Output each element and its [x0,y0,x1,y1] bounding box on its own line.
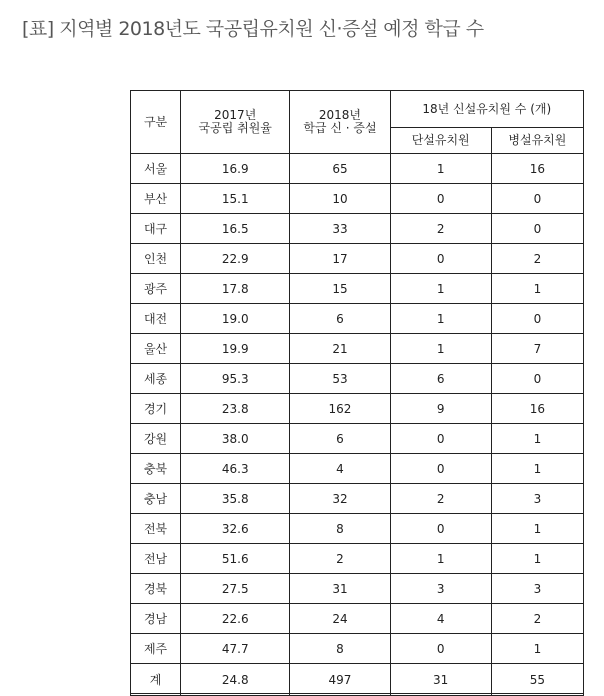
cell-region: 대전 [131,304,181,334]
cell-class-expansion: 15 [290,274,390,304]
cell-region: 경기 [131,394,181,424]
table-row [131,574,584,604]
cell-region: 경북 [131,574,181,604]
cell-attached: 0 [491,304,583,334]
table-row [131,274,584,304]
cell-enrollment-rate: 15.1 [181,184,290,214]
cell-region: 대구 [131,214,181,244]
cell-attached: 1 [491,454,583,484]
cell-attached: 0 [491,364,583,394]
cell-region: 인천 [131,244,181,274]
cell-class-expansion: 24 [290,604,390,634]
header-new-kindergartens: 18년 신설유치원 수 (개) [390,91,583,128]
cell-enrollment-rate: 23.8 [181,394,290,424]
cell-class-expansion: 162 [290,394,390,424]
header-enrollment-rate [181,91,290,154]
cell-attached: 0 [491,214,583,244]
cell-class-expansion: 6 [290,424,390,454]
table-row [131,544,584,574]
cell-class-expansion: 65 [290,154,390,184]
table-row [131,394,584,424]
header-class-expansion-line2: 학급 신 · 증설 [303,121,377,135]
cell-class-expansion: 21 [290,334,390,364]
cell-standalone: 9 [390,394,491,424]
total-cell-region: 계 [131,664,181,696]
header-standalone: 단설유치원 [390,128,491,154]
total-cell-attached: 55 [491,664,583,696]
cell-attached: 1 [491,424,583,454]
cell-region: 제주 [131,634,181,664]
cell-region: 울산 [131,334,181,364]
cell-attached: 7 [491,334,583,364]
cell-class-expansion: 17 [290,244,390,274]
cell-class-expansion: 31 [290,574,390,604]
table-row [131,364,584,394]
cell-standalone: 1 [390,274,491,304]
table-row [131,214,584,244]
total-cell-standalone: 31 [390,664,491,696]
cell-standalone: 0 [390,244,491,274]
cell-attached: 1 [491,514,583,544]
header-enrollment-rate-line2: 국공립 취원율 [198,121,272,135]
cell-standalone: 2 [390,214,491,244]
table-row [131,454,584,484]
cell-enrollment-rate: 35.8 [181,484,290,514]
table-row [131,604,584,634]
cell-enrollment-rate: 16.9 [181,154,290,184]
cell-enrollment-rate: 22.6 [181,604,290,634]
cell-region: 광주 [131,274,181,304]
table-row [131,184,584,214]
cell-attached: 3 [491,484,583,514]
cell-enrollment-rate: 51.6 [181,544,290,574]
cell-enrollment-rate: 22.9 [181,244,290,274]
cell-class-expansion: 6 [290,304,390,334]
cell-standalone: 1 [390,544,491,574]
cell-enrollment-rate: 19.9 [181,334,290,364]
cell-region: 서울 [131,154,181,184]
cell-class-expansion: 2 [290,544,390,574]
cell-enrollment-rate: 27.5 [181,574,290,604]
cell-class-expansion: 8 [290,514,390,544]
table-caption: [표] 지역별 2018년도 국공립유치원 신·증설 예정 학급 수 [22,18,484,40]
table-row [131,634,584,664]
cell-standalone: 1 [390,154,491,184]
cell-standalone: 0 [390,634,491,664]
cell-class-expansion: 32 [290,484,390,514]
kindergarten-table [130,90,584,696]
cell-attached: 0 [491,184,583,214]
cell-standalone: 3 [390,574,491,604]
table-row [131,304,584,334]
cell-enrollment-rate: 47.7 [181,634,290,664]
cell-standalone: 0 [390,454,491,484]
cell-enrollment-rate: 38.0 [181,424,290,454]
header-class-expansion [290,91,390,154]
cell-standalone: 6 [390,364,491,394]
header-attached: 병설유치원 [491,128,583,154]
cell-class-expansion: 8 [290,634,390,664]
cell-enrollment-rate: 16.5 [181,214,290,244]
cell-attached: 16 [491,394,583,424]
cell-attached: 2 [491,604,583,634]
cell-attached: 16 [491,154,583,184]
cell-region: 전남 [131,544,181,574]
cell-region: 충남 [131,484,181,514]
table-row [131,424,584,454]
table-total-row [131,664,584,696]
cell-enrollment-rate: 19.0 [181,304,290,334]
cell-standalone: 1 [390,304,491,334]
table-row [131,154,584,184]
cell-enrollment-rate: 32.6 [181,514,290,544]
table-row [131,244,584,274]
cell-region: 전북 [131,514,181,544]
cell-region: 세종 [131,364,181,394]
table-row [131,334,584,364]
cell-standalone: 4 [390,604,491,634]
cell-class-expansion: 10 [290,184,390,214]
header-region: 구분 [131,91,181,154]
cell-attached: 1 [491,544,583,574]
cell-attached: 1 [491,634,583,664]
table-row [131,514,584,544]
cell-enrollment-rate: 95.3 [181,364,290,394]
header-class-expansion-line1: 2018년 [318,108,362,122]
cell-attached: 1 [491,274,583,304]
cell-attached: 3 [491,574,583,604]
table-row [131,484,584,514]
cell-enrollment-rate: 46.3 [181,454,290,484]
cell-standalone: 1 [390,334,491,364]
cell-region: 충북 [131,454,181,484]
cell-region: 강원 [131,424,181,454]
cell-standalone: 0 [390,514,491,544]
table-body [131,154,584,696]
header-enrollment-rate-line1: 2017년 [214,108,257,122]
cell-class-expansion: 33 [290,214,390,244]
cell-standalone: 0 [390,184,491,214]
cell-class-expansion: 53 [290,364,390,394]
total-cell-enrollment-rate: 24.8 [181,664,290,696]
cell-region: 부산 [131,184,181,214]
cell-standalone: 2 [390,484,491,514]
cell-enrollment-rate: 17.8 [181,274,290,304]
cell-class-expansion: 4 [290,454,390,484]
total-cell-class-expansion: 497 [290,664,390,696]
cell-standalone: 0 [390,424,491,454]
cell-attached: 2 [491,244,583,274]
cell-region: 경남 [131,604,181,634]
